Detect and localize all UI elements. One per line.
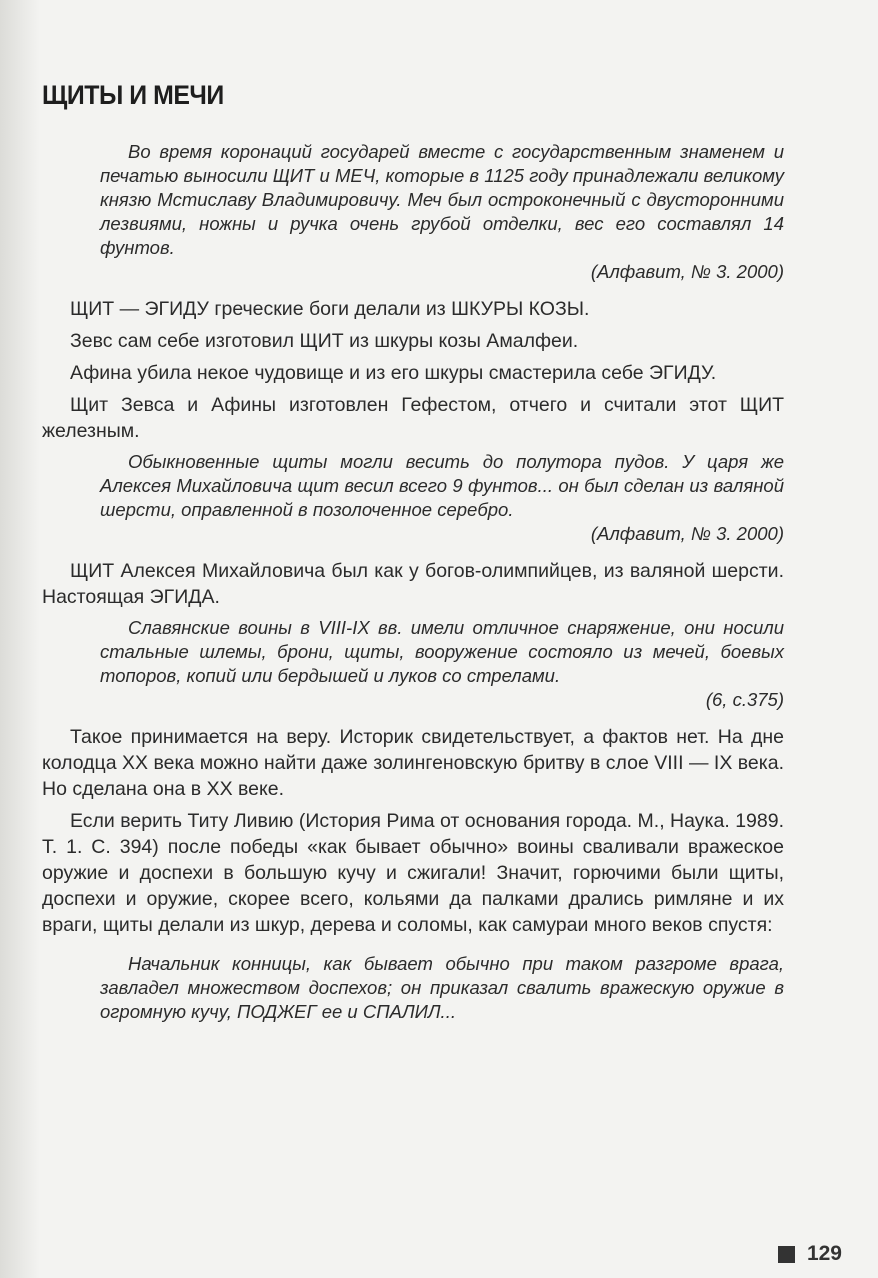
page-number: 129: [806, 1242, 842, 1265]
paragraph: Зевс сам себе изготовил ЩИТ из шкуры козы Амалфеи.: [70, 330, 579, 352]
quote-coronation: Во время коронаций государей вместе с государственным знаменем и печатью выносили ЩИТ и МЕЧ, которые в 1125 году принадлежали великому князю Мстиславу Владимировичу. Меч был остроконечный с двусторонними лезвиями, ножны и ручка очень грубой отделки, вес его составлял 14 фунтов.: [100, 141, 784, 258]
page-binding-shadow: [0, 0, 40, 1278]
quote-shields-weight: Обыкновенные щиты могли весить до полутора пудов. У царя же Алексея Михайловича щит весил всего 9 фунтов... он был сделан из валяной шерсти, оправленной в позолоченное серебро.: [100, 451, 784, 520]
quote-livy: Начальник конницы, как бывает обычно при таком разгроме врага, завладел множеством доспехов; он приказал свалить вражескую оружие в огромную кучу, ПОДЖЕГ ее и СПАЛИЛ...: [100, 953, 784, 1022]
square-marker-icon: [778, 1246, 795, 1263]
source-citation: (Алфавит, № 3. 2000): [590, 523, 784, 544]
text-body: [42, 140, 784, 1024]
paragraph: Такое принимается на веру. Историк свидетельствует, а фактов нет. На дне колодца XX века можно найти даже золингеновскую бритву в слое VIII — IX века. Но сделана она в XX веке.: [42, 726, 784, 800]
page-footer: [778, 1242, 842, 1266]
paragraph: ЩИТ Алексея Михайловича был как у богов-олимпийцев, из валяной шерсти. Настоящая ЭГИДА.: [42, 560, 784, 608]
source-citation: (6, с.375): [705, 689, 784, 710]
paragraph: ЩИТ — ЭГИДУ греческие боги делали из ШКУРЫ КОЗЫ.: [70, 298, 590, 320]
chapter-title: ЩИТЫ И МЕЧИ: [42, 80, 224, 110]
paragraph: Если верить Титу Ливию (История Рима от основания города. М., Наука. 1989. Т. 1. С. 394) после победы «как бывает обычно» воины сваливали вражеское оружие и доспехи в большую кучу и сжигали! Значит, горючими были щиты, доспехи и оружие, скорее всего, кольями да палками дрались римляне и их враги, щиты делали из шкур, дерева и соломы, как самураи много веков спустя:: [42, 810, 784, 936]
paragraph: Щит Зевса и Афины изготовлен Гефестом, отчего и считали этот ЩИТ железным.: [42, 394, 784, 442]
source-citation: (Алфавит, № 3. 2000): [590, 261, 784, 282]
paragraph: Афина убила некое чудовище и из его шкуры смастерила себе ЭГИДУ.: [70, 362, 717, 384]
quote-slavic-warriors: Славянские воины в VIII-IX вв. имели отличное снаряжение, они носили стальные шлемы, брони, щиты, вооружение состояло из мечей, боевых топоров, копий или бердышей и луков со стрелами.: [100, 617, 784, 686]
